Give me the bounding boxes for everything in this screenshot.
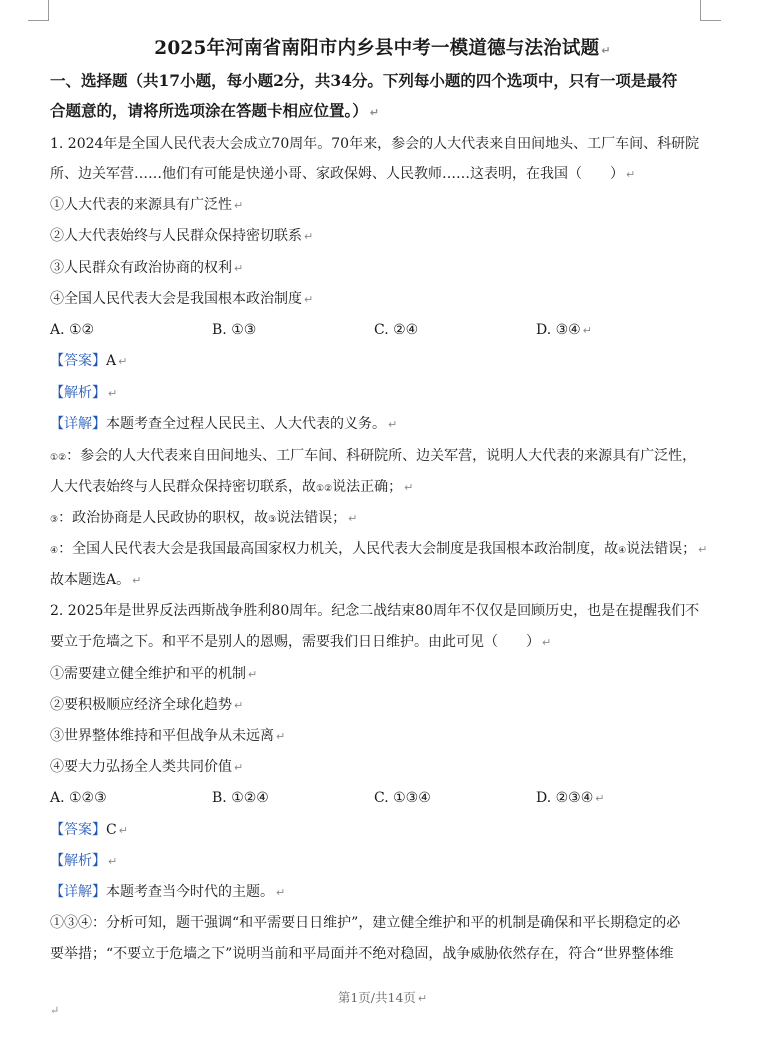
q1-explain-line-3: ③：政治协商是人民政协的职权，故③说法错误； ↵ <box>50 510 358 526</box>
q2-stem-line-1: 2. 2025年是世界反法西斯战争胜利80周年。纪念二战结束80周年不仅仅是回顾历史，也是在提醒我们不 <box>50 603 700 619</box>
q1-item-4: ④全国人民代表大会是我国根本政治制度 ↵ <box>50 291 314 307</box>
q1-detail: 【详解】本题考查全过程人民民主、人大代表的义务。 ↵ <box>50 416 398 432</box>
q1-option-b: B. ①③ <box>212 322 257 338</box>
q1-explain-line-1: ①②：参会的人大代表来自田间地头、工厂车间、科研院所、边关军营，说明人大代表的来源具有广泛性， <box>50 448 697 464</box>
paragraph-mark: ↵ <box>50 1004 60 1017</box>
q2-explain-line-1: ①③④：分析可知，题干强调“和平需要日日维护”，建立健全维护和平的机制是确保和平长期稳定的必 <box>50 915 681 931</box>
q1-answer: 【答案】A ↵ <box>50 353 128 369</box>
q2-option-b: B. ①②④ <box>212 790 269 806</box>
q1-item-1: ①人大代表的来源具有广泛性 ↵ <box>50 197 244 213</box>
q2-stem-line-2: 要立于危墙之下。和平不是别人的恩赐，需要我们日日维护。由此可见（ ） ↵ <box>50 634 552 650</box>
q2-item-2: ②要积极顺应经济全球化趋势 ↵ <box>50 697 244 713</box>
q1-explain-line-2: 人大代表始终与人民群众保持密切联系，故①②说法正确； ↵ <box>50 479 414 495</box>
q1-analysis-label: 【解析】 ↵ <box>50 385 118 401</box>
q2-option-a: A. ①②③ <box>50 790 107 806</box>
section-heading-line-2: 合题意的，请将所选项涂在答题卡相应位置。） ↵ <box>50 101 379 120</box>
q2-detail: 【详解】本题考查当今时代的主题。 ↵ <box>50 884 286 900</box>
q2-item-4: ④要大力弘扬全人类共同价值 ↵ <box>50 759 244 775</box>
q2-analysis-label: 【解析】 ↵ <box>50 853 118 869</box>
document-title: 2025年河南省南阳市内乡县中考一模道德与法治试题 ↵ <box>154 38 611 59</box>
q1-stem-line-1: 1. 2024年是全国人民代表大会成立70周年。70年来，参会的人大代表来自田间地头、工厂车间、科研院 <box>50 136 700 152</box>
page-footer: 第1页/共14页 ↵ <box>337 990 428 1005</box>
section-heading-line-1: 一、选择题（共17小题，每小题2分，共34分。下列每小题的四个选项中，只有一项是最符 <box>50 71 678 90</box>
q1-option-a: A. ①② <box>50 322 95 338</box>
q1-stem-line-2: 所、边关军营……他们有可能是快递小哥、家政保姆、人民教师……这表明，在我国（ ） ↵ <box>50 166 636 182</box>
q1-item-2: ②人大代表始终与人民群众保持密切联系 ↵ <box>50 228 314 244</box>
q1-option-d: D. ③④ ↵ <box>536 322 592 338</box>
q2-item-3: ③世界整体维持和平但战争从未远离 ↵ <box>50 728 286 744</box>
q2-option-c: C. ①③④ <box>374 790 431 806</box>
q2-option-d: D. ②③④ ↵ <box>536 790 605 806</box>
q1-option-c: C. ②④ <box>374 322 419 338</box>
q2-item-1: ①需要建立健全维护和平的机制 ↵ <box>50 666 258 682</box>
q1-conclusion: 故本题选A。 ↵ <box>50 572 142 588</box>
q1-explain-line-4: ④：全国人民代表大会是我国最高国家权力机关，人民代表大会制度是我国根本政治制度，故④说法错误； ↵ <box>50 541 708 557</box>
q1-item-3: ③人民群众有政治协商的权利 ↵ <box>50 260 244 276</box>
q2-answer: 【答案】C ↵ <box>50 822 128 838</box>
crop-mark-top-left <box>28 0 49 21</box>
crop-mark-top-right <box>700 0 721 21</box>
q2-explain-line-2: 要举措；“不要立于危墙之下”说明当前和平局面并不绝对稳固，战争威胁依然存在，符合“世界整体维 <box>50 946 674 962</box>
